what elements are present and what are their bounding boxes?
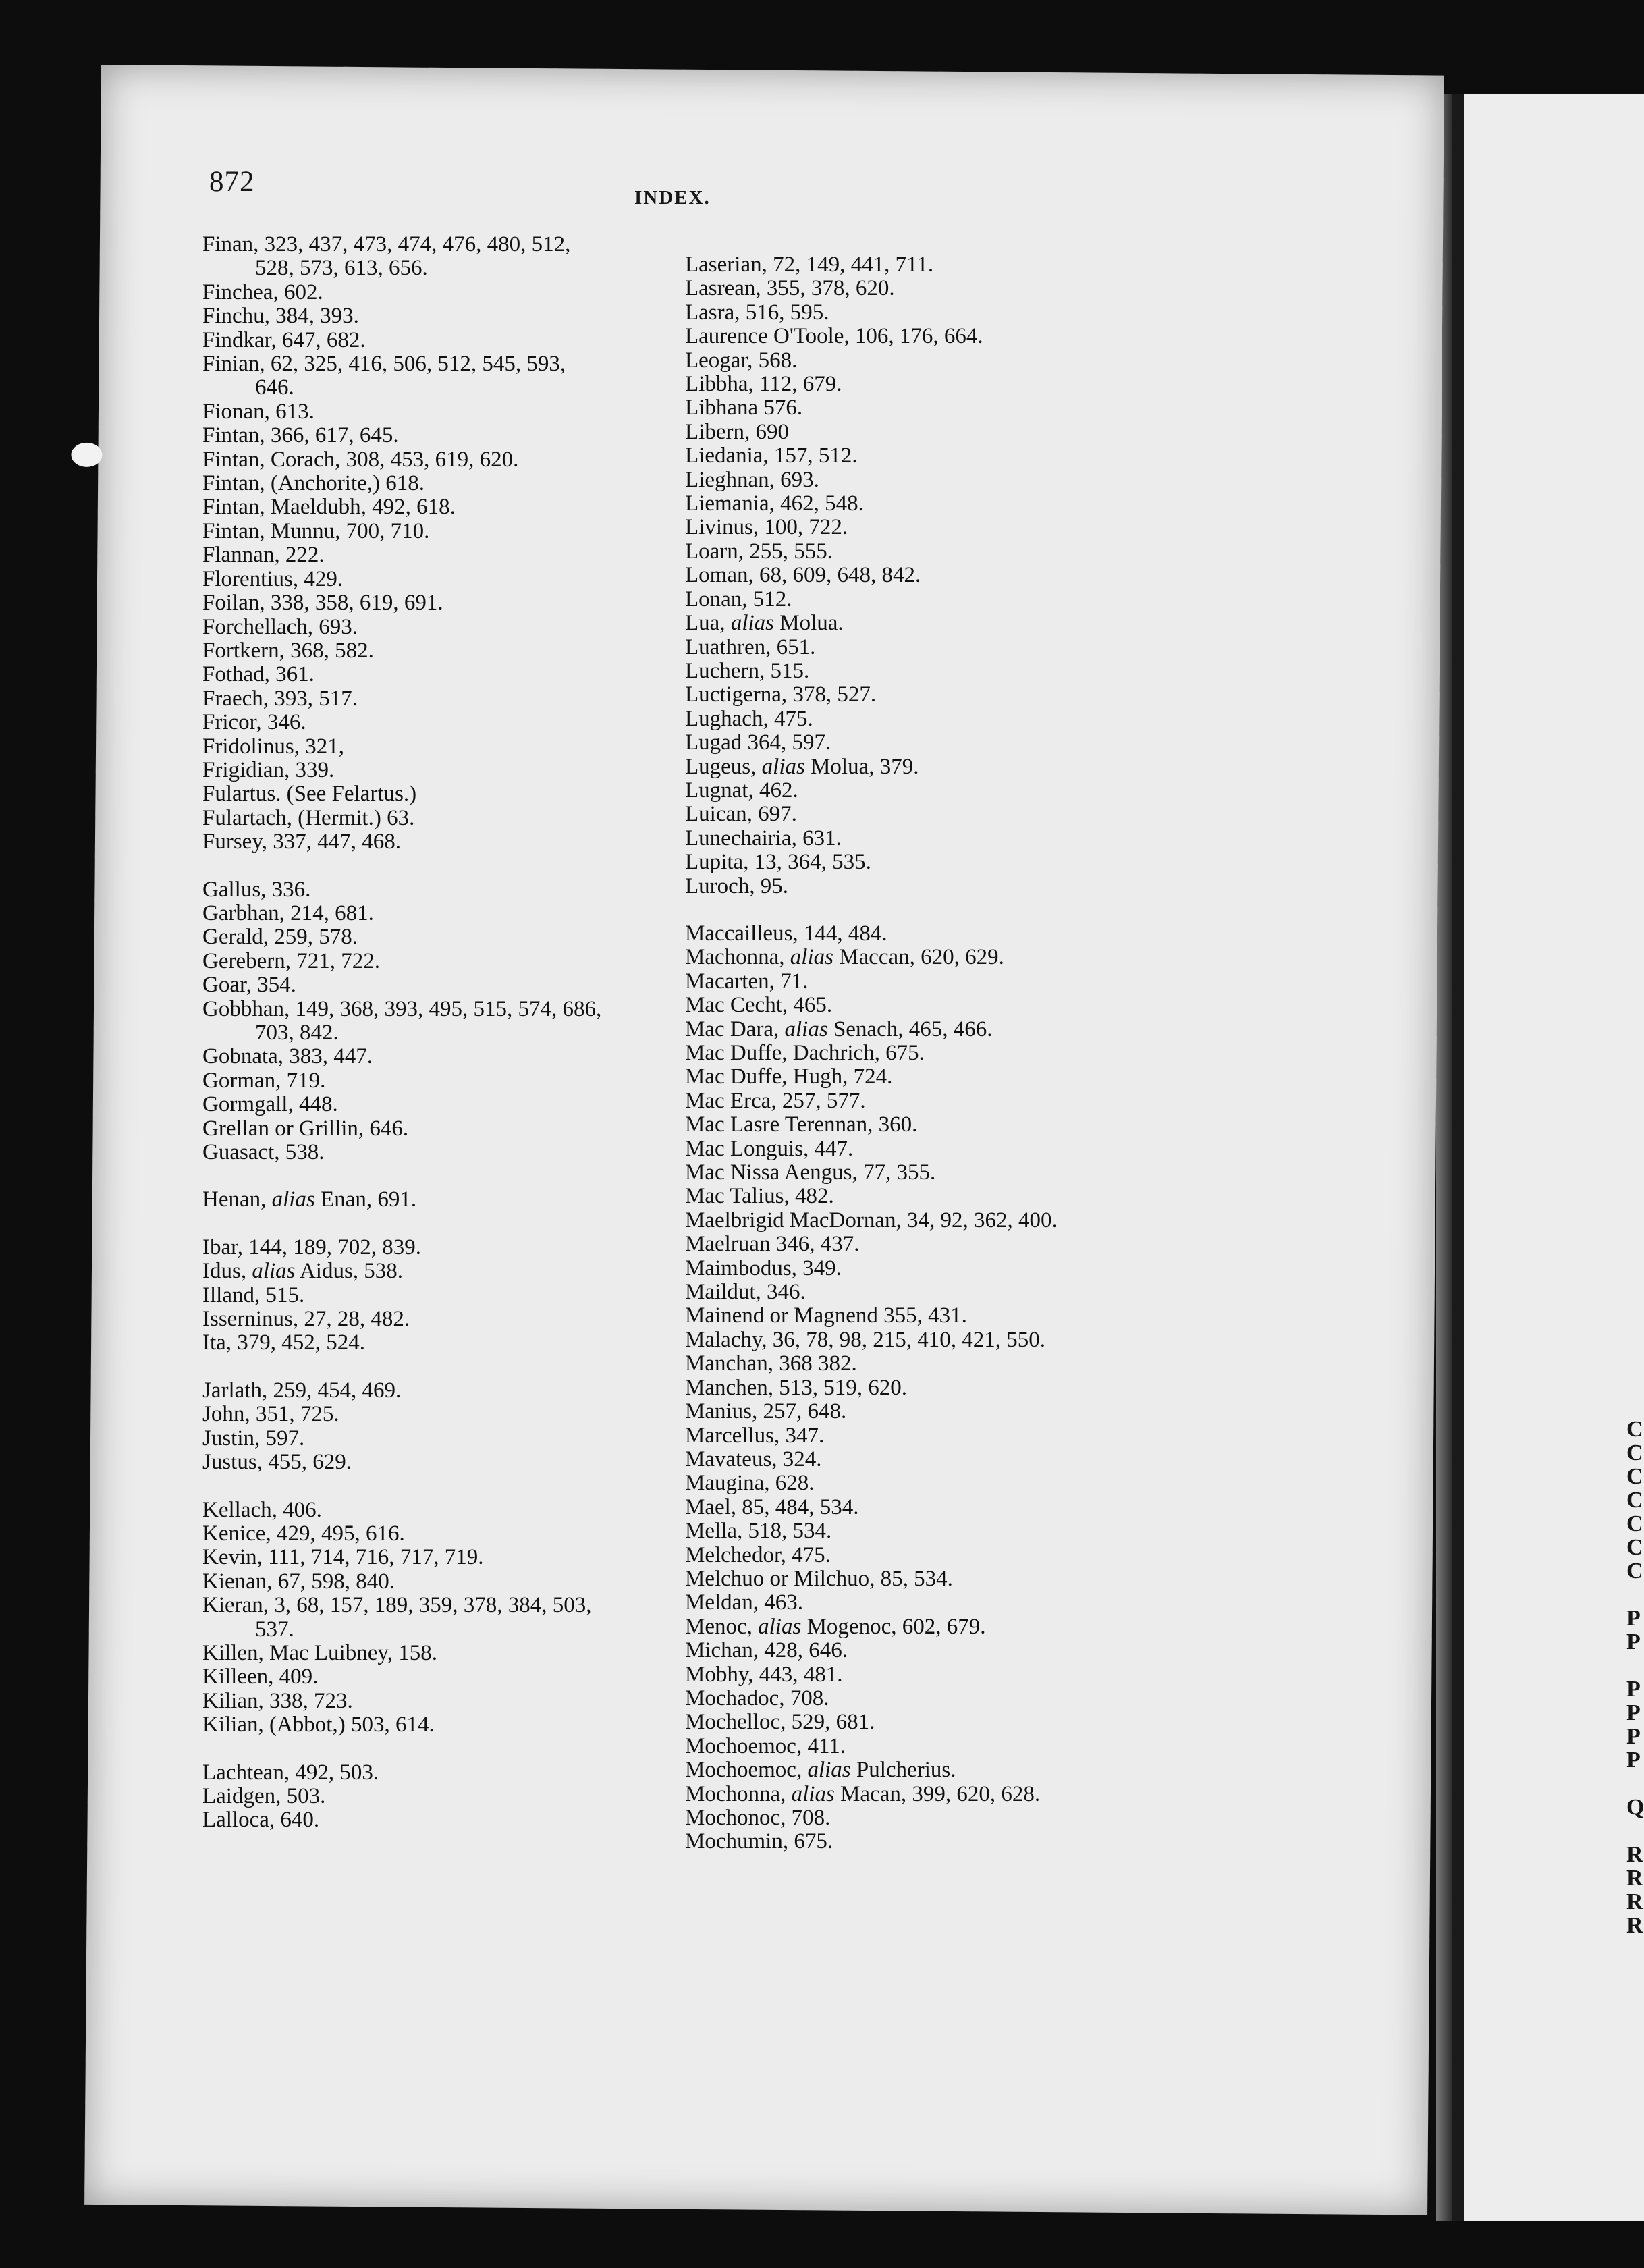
index-entry: Maelruan 346, 437. — [685, 1232, 860, 1257]
index-entry: Finchu, 384, 393. — [202, 304, 359, 329]
index-entry: Lasrean, 355, 378, 620. — [685, 276, 895, 301]
index-entry: Frigidian, 339. — [202, 757, 335, 782]
index-entry: Mac Duffe, Dachrich, 675. — [685, 1041, 925, 1065]
index-entry: Gobnata, 383, 447. — [202, 1044, 373, 1069]
index-entry: Ibar, 144, 189, 702, 839. — [202, 1235, 422, 1260]
entry-name: Lua, — [685, 611, 731, 636]
index-entry: Mochonoc, 708. — [685, 1806, 831, 1830]
index-entry: Kienan, 67, 598, 840. — [202, 1569, 395, 1594]
page-number: 872 — [209, 166, 255, 198]
index-column-right — [685, 253, 1292, 1854]
index-entry: Manchen, 513, 519, 620. — [685, 1375, 908, 1400]
index-entry: Mochadoc, 708. — [685, 1685, 829, 1710]
index-entry: Liemania, 462, 548. — [685, 491, 864, 516]
index-entry: Kieran, 3, 68, 157, 189, 359, 378, 384, 503, — [202, 1593, 592, 1618]
index-entry: Mochelloc, 529, 681. — [685, 1710, 875, 1735]
index-entry: Mac Nissa Aengus, 77, 355. — [685, 1160, 936, 1185]
index-entry: Mochoemoc, 411. — [685, 1733, 846, 1758]
index-entry: Lachtean, 492, 503. — [202, 1760, 379, 1785]
edge-letter: P — [1626, 1677, 1641, 1702]
entry-name: Mac Dara, — [685, 1017, 785, 1042]
index-entry: Mac Erca, 257, 577. — [685, 1088, 866, 1113]
index-entry: Ita, 379, 452, 524. — [202, 1330, 366, 1355]
edge-letter: C — [1626, 1511, 1643, 1536]
edge-letter: Q — [1626, 1795, 1644, 1820]
index-entry: Gallus, 336. — [202, 877, 311, 902]
alias-word: alias — [761, 754, 805, 779]
entry-name: Idus, — [202, 1259, 252, 1284]
index-entry: Killen, Mac Luibney, 158. — [202, 1640, 437, 1665]
index-entry-continuation: 537. — [255, 1617, 294, 1642]
index-entry: Mobhy, 443, 481. — [685, 1662, 843, 1687]
alias-word: alias — [758, 1614, 802, 1639]
index-entry: Mainend or Magnend 355, 431. — [685, 1303, 967, 1328]
edge-letter: C — [1626, 1488, 1643, 1513]
entry-references: Senach, 465, 466. — [827, 1017, 993, 1042]
index-entry — [685, 755, 1292, 779]
index-entry: Gerebern, 721, 722. — [202, 948, 381, 973]
edge-letter: P — [1626, 1748, 1641, 1773]
index-entry: Lughach, 475. — [685, 706, 813, 731]
index-entry: Fridolinus, 321, — [202, 734, 344, 759]
index-entry: Fricor, 346. — [202, 710, 306, 735]
index-entry — [685, 1615, 1292, 1639]
index-entry: Lonan, 512. — [685, 587, 792, 612]
facing-page-edge-letters — [1626, 1418, 1644, 1937]
alias-word: alias — [252, 1259, 296, 1284]
index-entry: Macarten, 71. — [685, 969, 809, 994]
index-entry: Lasra, 516, 595. — [685, 300, 829, 325]
index-entry: Lugad 364, 597. — [685, 730, 831, 755]
index-entry: Fortkern, 368, 582. — [202, 638, 374, 663]
entry-references: Mogenoc, 602, 679. — [801, 1614, 986, 1639]
edge-letter — [1626, 1583, 1644, 1606]
index-entry: Laserian, 72, 149, 441, 711. — [685, 252, 934, 277]
index-entry: Fionan, 613. — [202, 399, 314, 424]
index-entry: Lugnat, 462. — [685, 778, 798, 803]
paper-tear — [71, 443, 102, 467]
index-entry: Luathren, 651. — [685, 634, 816, 659]
index-entry: Justus, 455, 629. — [202, 1450, 352, 1475]
index-entry: Fraech, 393, 517. — [202, 686, 358, 711]
alias-word: alias — [807, 1758, 851, 1783]
index-entry: Laidgen, 503. — [202, 1783, 326, 1808]
index-entry: Mavateus, 324. — [685, 1447, 822, 1472]
index-entry: Kellach, 406. — [202, 1497, 322, 1522]
index-entry: Maimbodus, 349. — [685, 1256, 842, 1280]
index-entry: Mac Lasre Terennan, 360. — [685, 1112, 918, 1137]
index-entry: Leogar, 568. — [685, 348, 798, 373]
index-entry-continuation: 528, 573, 613, 656. — [255, 256, 428, 281]
index-entry — [685, 1018, 1292, 1042]
index-entry: Justin, 597. — [202, 1426, 305, 1451]
index-entry: Garbhan, 214, 681. — [202, 900, 374, 925]
index-entry: Luican, 697. — [685, 802, 797, 827]
index-entry: Manchan, 368 382. — [685, 1351, 857, 1376]
edge-letter: C — [1626, 1464, 1643, 1489]
index-entry: Goar, 354. — [202, 973, 296, 998]
entry-references: Maccan, 620, 629. — [833, 945, 1004, 970]
edge-letter: C — [1626, 1559, 1643, 1584]
facing-page — [1452, 94, 1644, 2221]
index-entry: Fulartus. (See Felartus.) — [202, 782, 417, 807]
index-entry: Kilian, 338, 723. — [202, 1688, 353, 1713]
index-entry: Maelbrigid MacDornan, 34, 92, 362, 400. — [685, 1208, 1058, 1233]
index-entry: Melchedor, 475. — [685, 1542, 831, 1567]
index-entry: Gerald, 259, 578. — [202, 925, 358, 950]
index-entry: Kevin, 111, 714, 716, 717, 719. — [202, 1545, 484, 1570]
edge-letter — [1626, 1772, 1644, 1796]
index-entry — [685, 1783, 1292, 1806]
index-entry: Gorman, 719. — [202, 1068, 326, 1093]
index-entry: Mac Duffe, Hugh, 724. — [685, 1064, 893, 1089]
index-entry: Meldan, 463. — [685, 1590, 804, 1615]
index-entry: Finchea, 602. — [202, 279, 323, 304]
index-entry — [685, 612, 1292, 635]
index-entry: Grellan or Grillin, 646. — [202, 1116, 409, 1141]
index-entry: Finian, 62, 325, 416, 506, 512, 545, 593, — [202, 352, 566, 377]
index-entry: Illand, 515. — [202, 1282, 305, 1307]
index-entry: Florentius, 429. — [202, 566, 344, 591]
alias-word: alias — [790, 945, 833, 970]
edge-letter: C — [1626, 1417, 1643, 1442]
index-entry: Lieghnan, 693. — [685, 467, 819, 492]
index-entry: Flannan, 222. — [202, 543, 325, 568]
entry-name: Mochoemoc, — [685, 1758, 808, 1783]
index-entry: Fintan, (Anchorite,) 618. — [202, 471, 425, 496]
edge-letter — [1626, 1819, 1644, 1843]
index-entry: Fulartach, (Hermit.) 63. — [202, 805, 415, 830]
index-entry: Mella, 518, 534. — [685, 1519, 832, 1544]
index-entry: Jarlath, 259, 454, 469. — [202, 1378, 402, 1403]
index-entry: Michan, 428, 646. — [685, 1638, 848, 1663]
index-entry: Loarn, 255, 555. — [685, 539, 833, 564]
edge-letter: R — [1626, 1889, 1643, 1914]
index-entry: Libern, 690 — [685, 419, 789, 444]
index-entry: Libhana 576. — [685, 396, 803, 421]
edge-letter: R — [1626, 1866, 1643, 1891]
edge-letter: P — [1626, 1606, 1641, 1631]
index-entry: Isserninus, 27, 28, 482. — [202, 1307, 410, 1332]
entry-name: Henan, — [202, 1187, 272, 1212]
index-entry: Guasact, 538. — [202, 1140, 325, 1165]
index-entry: Mael, 85, 484, 534. — [685, 1494, 859, 1519]
index-entry: Kenice, 429, 495, 616. — [202, 1521, 405, 1546]
entry-name: Lugeus, — [685, 754, 762, 779]
entry-references: Molua, 379. — [804, 754, 919, 779]
alias-word: alias — [784, 1017, 828, 1042]
index-entry: Lalloca, 640. — [202, 1808, 320, 1833]
index-entry: Mac Longuis, 447. — [685, 1136, 854, 1161]
index-entry — [685, 946, 1292, 969]
index-entry: Kilian, (Abbot,) 503, 614. — [202, 1712, 435, 1737]
index-entry: Liedania, 157, 512. — [685, 443, 858, 468]
index-entry: Lupita, 13, 364, 535. — [685, 850, 871, 875]
entry-name: Menoc, — [685, 1614, 759, 1639]
entry-references: Molua. — [774, 611, 844, 636]
entry-references: Pulcherius. — [850, 1758, 956, 1783]
entry-references: Aidus, 538. — [295, 1259, 404, 1284]
index-entry: Luroch, 95. — [685, 873, 789, 898]
index-entry: Killeen, 409. — [202, 1665, 319, 1690]
entry-references: Enan, 691. — [314, 1187, 417, 1212]
index-entry: John, 351, 725. — [202, 1402, 339, 1427]
index-entry: Fothad, 361. — [202, 662, 314, 687]
index-entry: Finan, 323, 437, 473, 474, 476, 480, 512, — [202, 232, 571, 256]
index-entry: Fintan, Corach, 308, 453, 619, 620. — [202, 447, 519, 472]
edge-letter: R — [1626, 1913, 1643, 1938]
index-entry: Forchellach, 693. — [202, 614, 358, 639]
index-entry: Fintan, Maeldubh, 492, 618. — [202, 495, 456, 520]
index-entry: Melchuo or Milchuo, 85, 534. — [685, 1566, 953, 1591]
index-entry-continuation: 646. — [255, 375, 294, 400]
index-entry: Mac Talius, 482. — [685, 1184, 834, 1209]
entry-name: Mochonna, — [685, 1781, 792, 1806]
section-gap — [685, 898, 1292, 922]
index-entry: Manius, 257, 648. — [685, 1399, 847, 1424]
entry-references: Macan, 399, 620, 628. — [834, 1781, 1041, 1806]
index-entry: Fintan, Munnu, 700, 710. — [202, 518, 430, 543]
edge-letter: R — [1626, 1842, 1643, 1867]
index-entry: Gormgall, 448. — [202, 1092, 338, 1117]
entry-name: Machonna, — [685, 945, 790, 970]
index-entry: Fursey, 337, 447, 468. — [202, 830, 401, 855]
index-entry: Marcellus, 347. — [685, 1423, 825, 1448]
index-entry: Laurence O'Toole, 106, 176, 664. — [685, 324, 983, 349]
index-entry-continuation: 703, 842. — [255, 1021, 339, 1045]
index-entry: Foilan, 338, 358, 619, 691. — [202, 591, 443, 616]
edge-letter: C — [1626, 1535, 1643, 1560]
index-entry: Maildut, 346. — [685, 1280, 806, 1305]
alias-word: alias — [271, 1187, 315, 1212]
edge-letter: P — [1626, 1724, 1641, 1749]
index-entry: Mac Cecht, 465. — [685, 993, 833, 1018]
index-entry: Loman, 68, 609, 648, 842. — [685, 563, 921, 588]
alias-word: alias — [791, 1781, 835, 1806]
index-entry: Maugina, 628. — [685, 1471, 815, 1496]
index-entry: Luchern, 515. — [685, 658, 810, 683]
alias-word: alias — [730, 611, 774, 636]
edge-letter — [1626, 1654, 1644, 1677]
index-entry: Libbha, 112, 679. — [685, 372, 842, 397]
index-entry: Mochumin, 675. — [685, 1829, 833, 1854]
index-entry: Fintan, 366, 617, 645. — [202, 423, 399, 448]
index-entry: Luctigerna, 378, 527. — [685, 682, 877, 707]
index-entry — [685, 1758, 1292, 1782]
index-entry: Maccailleus, 144, 484. — [685, 921, 887, 946]
edge-letter: C — [1626, 1440, 1643, 1465]
index-entry: Findkar, 647, 682. — [202, 327, 366, 352]
edge-letter: P — [1626, 1629, 1641, 1654]
index-entry: Livinus, 100, 722. — [685, 515, 848, 540]
index-entry: Gobbhan, 149, 368, 393, 495, 515, 574, 686, — [202, 996, 602, 1021]
running-head: INDEX. — [634, 187, 711, 209]
edge-letter: P — [1626, 1700, 1641, 1725]
index-entry: Malachy, 36, 78, 98, 215, 410, 421, 550. — [685, 1327, 1046, 1352]
index-entry: Lunechairia, 631. — [685, 826, 842, 850]
